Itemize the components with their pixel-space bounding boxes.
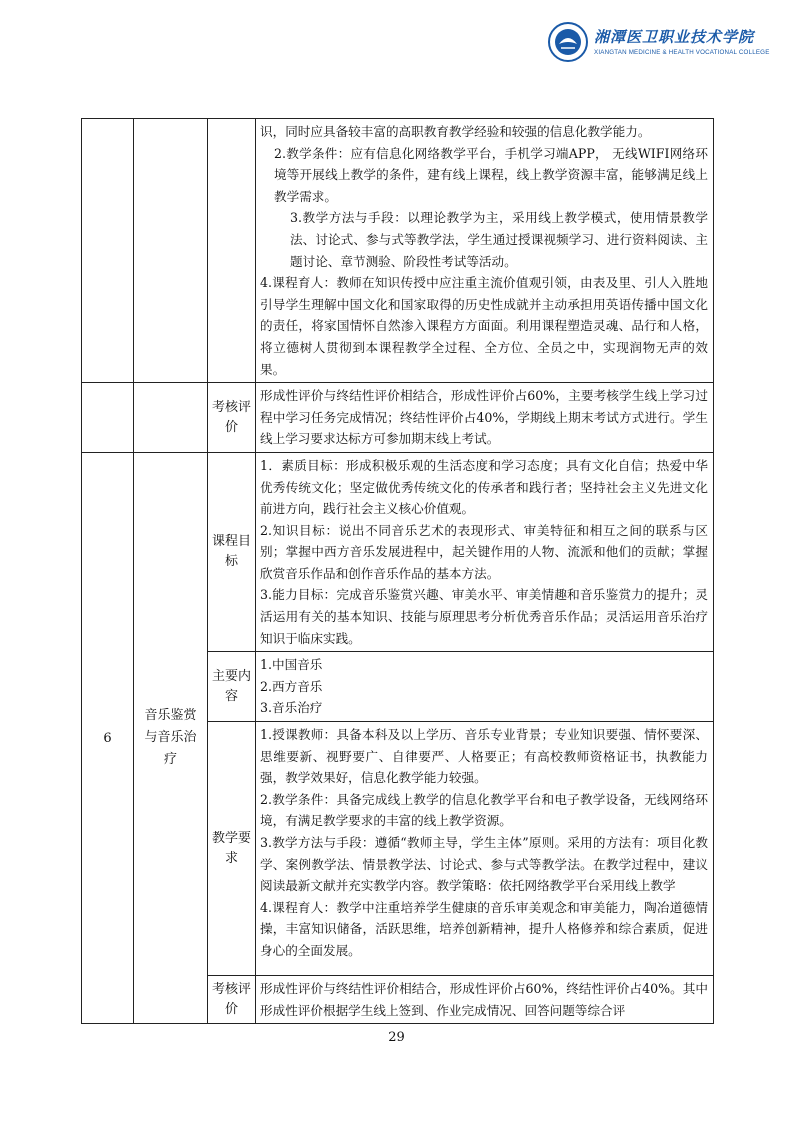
requirements-text — [256, 722, 714, 976]
row-number: 6 — [82, 452, 134, 1023]
assessment-label: 考核评价 — [208, 976, 256, 1024]
table-row — [82, 452, 714, 651]
course-name: 音乐鉴赏与音乐治疗 — [134, 452, 208, 1023]
content-text — [256, 652, 714, 722]
content-label: 主要内容 — [208, 652, 256, 722]
table-row — [82, 119, 714, 383]
number-cell-empty — [82, 383, 134, 453]
assessment-text: 形成性评价与终结性评价相结合，形成性评价占60%，终结性评价占40%。其中形成性评价根据学生线上签到、作业完成情况、回答问题等综合评 — [256, 976, 714, 1024]
table-row — [82, 383, 714, 453]
objective-item: 3.能力目标：完成音乐鉴赏兴趣、审美水平、审美情趣和音乐鉴赏力的提升；灵活运用有关的基本知识、技能与原理思考分析优秀音乐作品；灵活运用音乐治疗知识于临床实践。 — [260, 587, 708, 646]
course-cell-empty — [134, 383, 208, 453]
requirement-item: 4.课程育人：教学中注重培养学生健康的音乐审美观念和审美能力，陶冶道德情操，丰富知识储备，活跃思维，培养创新精神，提升人格修养和综合素质，促进身心的全面发展。 — [260, 899, 708, 958]
objective-item: 2.知识目标：说出不同音乐艺术的表现形式、审美特征和相互之间的联系与区别；掌握中西方音乐发展进程中，起关键作用的人物、流派和他们的贡献；掌握欣赏音乐作品和创作音乐作品的基本方法。 — [260, 522, 708, 581]
assessment-label: 考核评价 — [208, 383, 256, 453]
requirement-item: 3.教学方法与手段：遵循“教师主导，学生主体”原则。采用的方法有：项目化教学、案例教学法、情景教学法、讨论式、参与式等教学法。在教学过程中，建议阅读最新文献并充实教学内容。教学策略：依托网络教学平台采用线上教学 — [260, 835, 708, 894]
content-item: 1.中国音乐 — [260, 657, 323, 673]
college-logo — [548, 22, 770, 66]
label-cell-empty — [208, 119, 256, 383]
curriculum-table — [81, 118, 714, 1024]
requirement-item: 2.教学条件：具备完成线上教学的信息化教学平台和电子教学设备，无线网络环境，有满足教学要求的丰富的线上教学资源。 — [260, 791, 708, 829]
requirement-item: 3.教学方法与手段：以理论教学为主，采用线上教学模式，使用情景教学法、讨论式、参与式等教学法，学生通过授课视频学习、进行资料阅读、主题讨论、章节测验、阶段性考试等活动。 — [290, 210, 708, 269]
requirement-item: 2.教学条件：应有信息化网络教学平台，手机学习端APP， 无线WIFI网络环境等开展线上教学的条件，建有线上课程，线上教学资源丰富，能够满足线上教学需求。 — [274, 145, 708, 204]
college-name-cn: 湘潭医卫职业技术学院 — [594, 28, 755, 46]
assessment-text: 形成性评价与终结性评价相结合，形成性评价占60%，主要考核学生线上学习过程中学习任务完成情况；终结性评价占40%，学期线上期末考试方式进行。学生线上学习要求达标方可参加期末线上考试。 — [256, 383, 714, 453]
course-cell-empty — [134, 119, 208, 383]
requirement-item: 4.课程育人：教师在知识传授中应注重主流价值观引领，由表及里、引人入胜地引导学生理解中国文化和国家取得的历史性成就并主动承担用英语传播中国文化的责任，将家国情怀自然渗入课程方方面面。利用课程塑造灵魂、品行和人格，将立德树人贯彻到本课程教学全过程、全方位、全员之中，实现润物无声的效果。 — [260, 275, 708, 377]
requirements-label: 教学要求 — [208, 722, 256, 976]
teaching-requirements-continued — [256, 119, 714, 383]
page-number: 29 — [388, 1030, 405, 1045]
requirement-item: 1.授课教师：具备本科及以上学历、音乐专业背景；专业知识要强、情怀要深、思维要新、视野要广、自律要严、人格要正；有高校教师资格证书，执教能力强，教学效果好，信息化教学能力较强。 — [260, 727, 708, 786]
number-cell-empty — [82, 119, 134, 383]
objectives-text — [256, 452, 714, 651]
requirement-item: 识，同时应具备较丰富的高职教育教学经验和较强的信息化教学能力。 — [260, 124, 651, 139]
college-name-en: XIANGTAN MEDICINE & HEALTH VOCATIONAL COLLEGE — [594, 49, 770, 56]
content-item: 2.西方音乐 — [260, 678, 323, 694]
college-emblem-icon — [548, 22, 588, 62]
content-item: 3.音乐治疗 — [260, 700, 323, 716]
objective-item: 1．素质目标：形成积极乐观的生活态度和学习态度；具有文化自信；热爱中华优秀传统文化；坚定做优秀传统文化的传承者和践行者；坚持社会主义先进文化前进方向，践行社会主义核心价值观。 — [260, 457, 708, 517]
objectives-label: 课程目标 — [208, 452, 256, 651]
